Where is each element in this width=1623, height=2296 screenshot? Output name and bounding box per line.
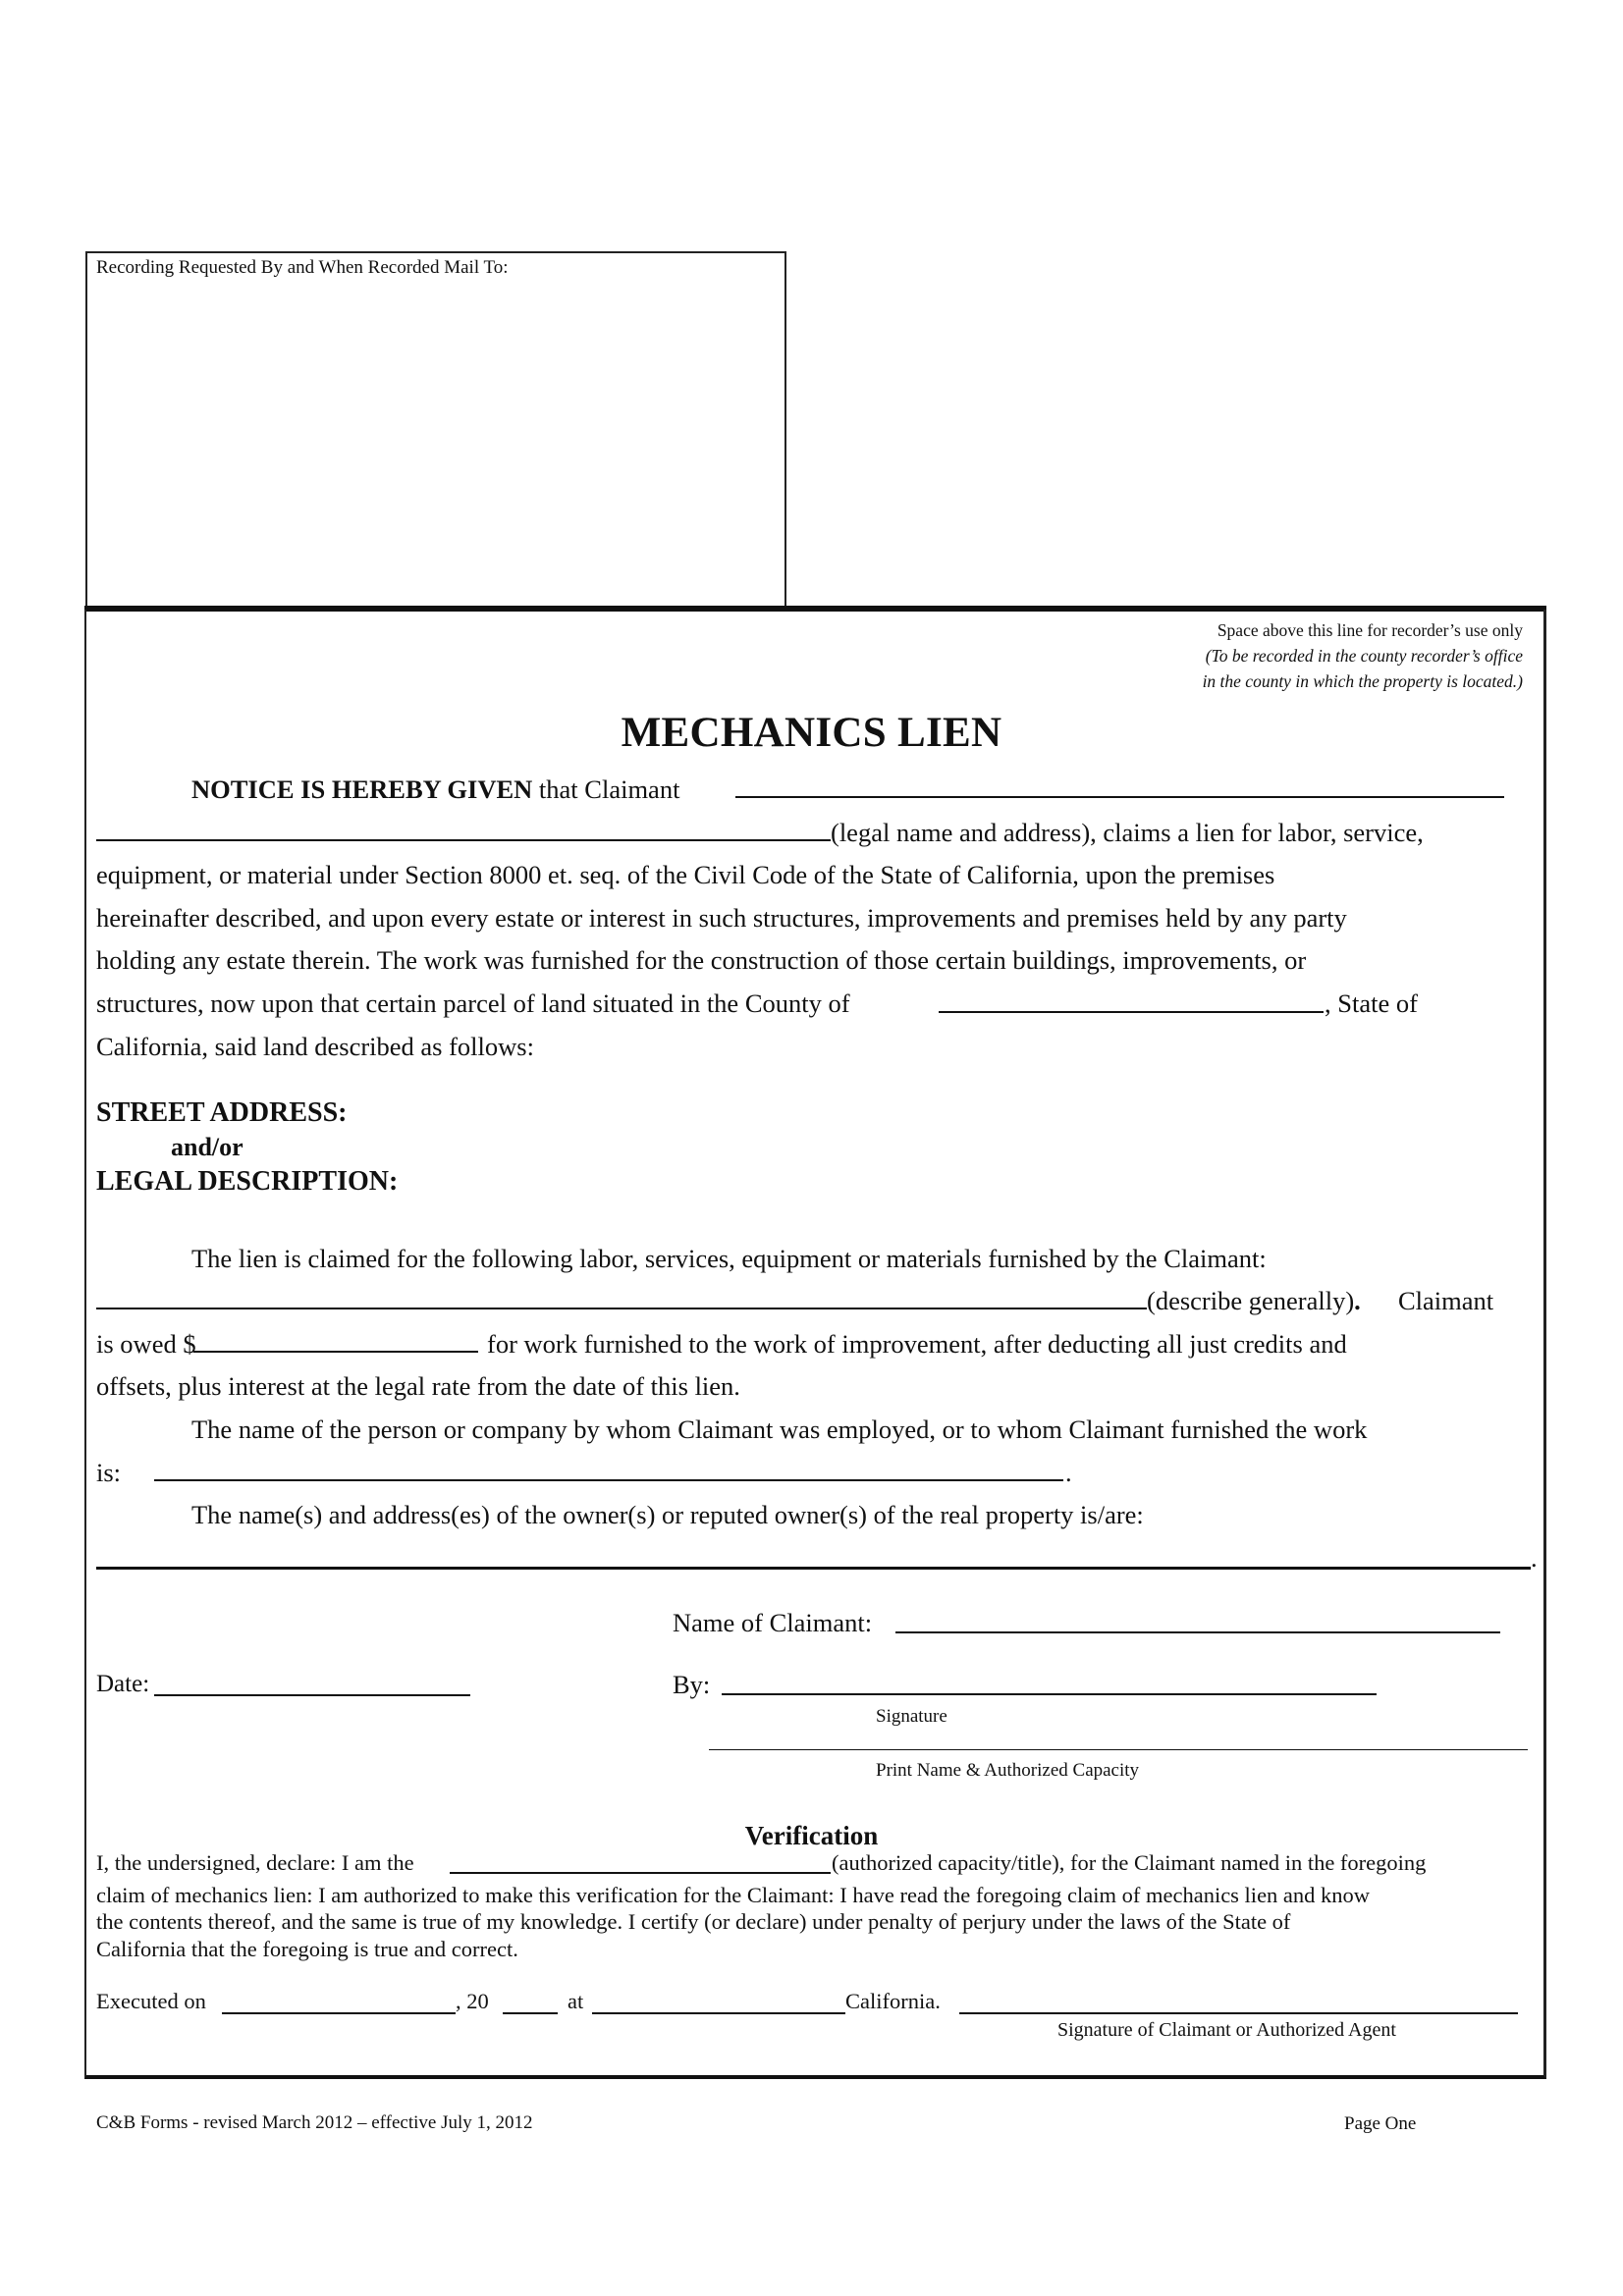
verification-title: Verification — [744, 1821, 879, 1850]
footer-revision: C&B Forms - revised March 2012 – effective July 1, 2012 — [96, 2112, 533, 2133]
print-name-field[interactable] — [709, 1749, 1528, 1750]
employer-field[interactable] — [154, 1479, 1063, 1481]
agent-signature-caption: Signature of Claimant or Authorized Agent — [1057, 2019, 1396, 2041]
year-field[interactable] — [503, 2012, 558, 2014]
owners-field[interactable] — [96, 1567, 1531, 1570]
executed-date-field[interactable] — [222, 2012, 456, 2014]
executed-place-field[interactable] — [592, 2012, 845, 2014]
name-of-claimant-field[interactable] — [895, 1631, 1500, 1633]
california-label: California. — [845, 1989, 941, 2013]
notice-line4: hereinafter described, and upon every estate or interest in such structures, improvements and premises held by any party — [96, 903, 1347, 933]
claim-line2-claimant: Claimant — [1398, 1286, 1494, 1315]
recording-requested-label: Recording Requested By and When Recorded Mail To: — [96, 257, 509, 278]
at-label: at — [568, 1989, 584, 2013]
date-label: Date: — [96, 1671, 150, 1697]
verification-line2: claim of mechanics lien: I am authorized to make this verification for the Claimant: I have read the foregoing claim of mechanics lien and know — [96, 1883, 1371, 1907]
recorder-note-line3: in the county in which the property is located.) — [1202, 671, 1523, 691]
recorder-note — [1203, 617, 1523, 694]
claim-line6-a: is: — [96, 1458, 122, 1487]
footer-page-number: Page One — [1344, 2113, 1417, 2134]
recording-requested-box — [85, 251, 786, 610]
notice-line3: equipment, or material under Section 8000 et. seq. of the Civil Code of the State of California, upon the premises — [96, 860, 1275, 889]
notice-lead-rest: that Claimant — [532, 774, 680, 804]
by-label: By: — [673, 1670, 711, 1699]
verification-line4: California that the foregoing is true and correct. — [96, 1937, 518, 1961]
claim-line8-end: . — [1531, 1543, 1538, 1573]
print-name-caption: Print Name & Authorized Capacity — [876, 1760, 1140, 1781]
claim-line6-b: . — [1065, 1458, 1072, 1487]
describe-generally-label: (describe generally) — [1147, 1286, 1355, 1315]
claim-line5: The name of the person or company by whom Claimant was employed, or to whom Claimant furnished the work — [191, 1415, 1368, 1444]
executed-on-label: Executed on — [96, 1989, 206, 2013]
authorized-capacity-field[interactable] — [450, 1872, 831, 1874]
agent-signature-field[interactable] — [959, 2012, 1518, 2014]
notice-line2: (legal name and address), claims a lien for labor, service, — [831, 818, 1424, 847]
notice-line6-b: , State of — [1325, 988, 1418, 1018]
claim-line2-period: . — [1354, 1286, 1361, 1315]
notice-line6 — [96, 988, 850, 1018]
notice-line6-a: structures, now upon that certain parcel of land situated in the County of — [96, 988, 850, 1018]
claimant-name-field[interactable] — [735, 796, 1504, 798]
date-field[interactable] — [154, 1694, 470, 1696]
claim-line2 — [1147, 1286, 1361, 1315]
notice-line5: holding any estate therein. The work was furnished for the construction of those certain buildings, improvements, or — [96, 945, 1307, 975]
legal-description-heading: LEGAL DESCRIPTION: — [96, 1166, 399, 1197]
verification-line1-b: (authorized capacity/title), for the Claimant named in the foregoing — [832, 1850, 1427, 1875]
claimant-address-field[interactable] — [96, 839, 831, 841]
county-field[interactable] — [939, 1011, 1324, 1013]
claim-line4: offsets, plus interest at the legal rate from the date of this lien. — [96, 1371, 740, 1401]
claim-line7: The name(s) and address(es) of the owner(s) or reputed owner(s) of the real property is/are: — [191, 1500, 1144, 1529]
year-prefix-label: , 20 — [456, 1989, 489, 2013]
street-address-heading: STREET ADDRESS: — [96, 1097, 348, 1128]
and-or-heading: and/or — [171, 1133, 243, 1161]
form-title: MECHANICS LIEN — [621, 710, 1002, 756]
notice-line7: California, said land described as follows: — [96, 1032, 534, 1061]
claim-line3-a: is owed $ — [96, 1329, 196, 1359]
verification-line3: the contents thereof, and the same is true of my knowledge. I certify (or declare) under penalty of perjury under the laws of the State of — [96, 1909, 1291, 1934]
claim-line1: The lien is claimed for the following labor, services, equipment or materials furnished by the Claimant: — [191, 1244, 1267, 1273]
amount-owed-field[interactable] — [193, 1351, 478, 1353]
signature-caption: Signature — [876, 1706, 947, 1727]
notice-line1 — [191, 774, 679, 804]
notice-lead-bold: NOTICE IS HEREBY GIVEN — [191, 774, 533, 804]
recorder-note-line2: (To be recorded in the county recorder’s office — [1205, 646, 1523, 666]
describe-generally-field[interactable] — [96, 1308, 1147, 1309]
recorder-note-line1: Space above this line for recorder’s use only — [1217, 620, 1523, 640]
name-of-claimant-label: Name of Claimant: — [673, 1608, 873, 1637]
signature-field[interactable] — [722, 1693, 1377, 1695]
claim-line3-b: for work furnished to the work of improvement, after deducting all just credits and — [487, 1329, 1347, 1359]
verification-line1-a: I, the undersigned, declare: I am the — [96, 1850, 414, 1875]
